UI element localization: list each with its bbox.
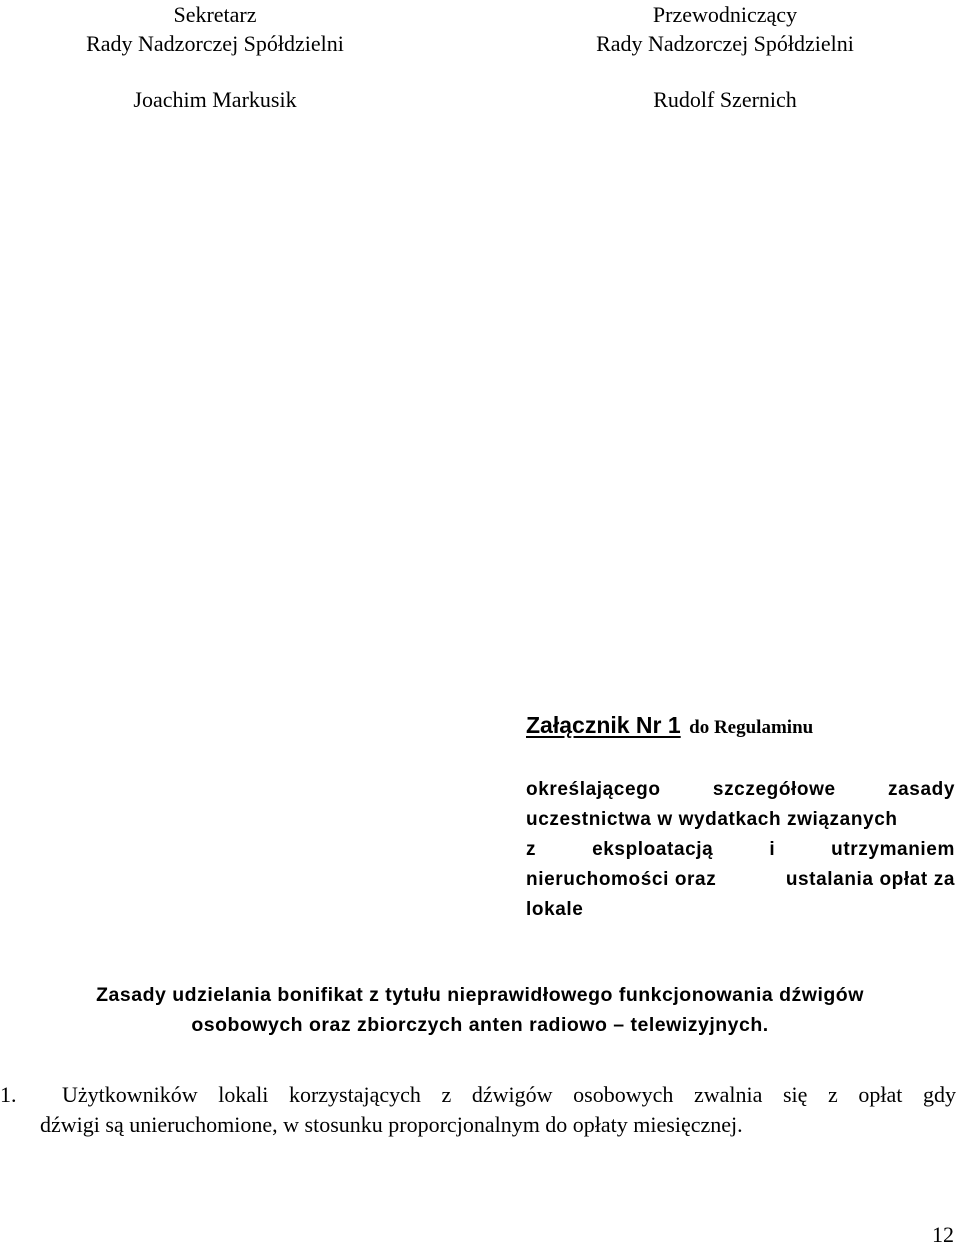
- signature-name: Rudolf Szernich: [653, 87, 797, 112]
- annex-description-line: [526, 775, 955, 805]
- annex-description-word: szczegółowe: [712, 779, 836, 800]
- annex-description-word: lokale: [526, 899, 584, 920]
- annex-title: [526, 712, 813, 739]
- annex-description: [526, 775, 955, 925]
- annex-suffix: do Regulaminu: [689, 717, 814, 738]
- signature-block-secretary: [60, 0, 370, 114]
- paragraph-number: 1.: [0, 1082, 17, 1107]
- section-heading-line: osobowych oraz zbiorczych anten radiowo – telewizyjnych.: [191, 1014, 769, 1036]
- annex-description-line: [526, 865, 955, 895]
- signature-role: Przewodniczący: [652, 2, 798, 27]
- annex-description-word: z: [526, 839, 537, 860]
- annex-description-word: uczestnictwa w wydatkach związanych: [526, 809, 898, 830]
- signature-body: Rady Nadzorczej Spółdzielni: [596, 31, 854, 56]
- paragraph-1: [0, 1080, 960, 1140]
- annex-description-line: [526, 835, 955, 865]
- annex-description-line: [526, 805, 955, 835]
- section-heading: [20, 980, 940, 1040]
- signature-name: Joachim Markusik: [133, 87, 297, 112]
- signature-body: Rady Nadzorczej Spółdzielni: [86, 31, 344, 56]
- annex-description-word: zasady: [888, 779, 955, 800]
- paragraph-first-line: [0, 1080, 960, 1110]
- annex-description-line: [526, 895, 955, 925]
- annex-number: Załącznik Nr 1: [526, 712, 681, 738]
- annex-description-word: i: [769, 839, 776, 860]
- signature-role: Sekretarz: [173, 2, 257, 27]
- paragraph-text: Użytkowników lokali korzystających z dźwigów osobowych zwalnia się z opłat gdy: [62, 1082, 956, 1107]
- annex-description-word: utrzymaniem: [831, 839, 955, 860]
- annex-description-word: określającego: [526, 779, 661, 800]
- section-heading-line: Zasady udzielania bonifikat z tytułu nieprawidłowego funkcjonowania dźwigów: [96, 984, 864, 1006]
- annex-description-word: nieruchomości oraz: [526, 869, 717, 890]
- paragraph-text: dźwigi są unieruchomione, w stosunku proporcjonalnym do opłaty miesięcznej.: [40, 1112, 743, 1137]
- annex-description-word: ustalania opłat za: [785, 869, 955, 890]
- signature-block-chairman: [560, 0, 890, 114]
- page-number: 12: [932, 1222, 954, 1247]
- annex-description-word: eksploatacją: [592, 839, 714, 860]
